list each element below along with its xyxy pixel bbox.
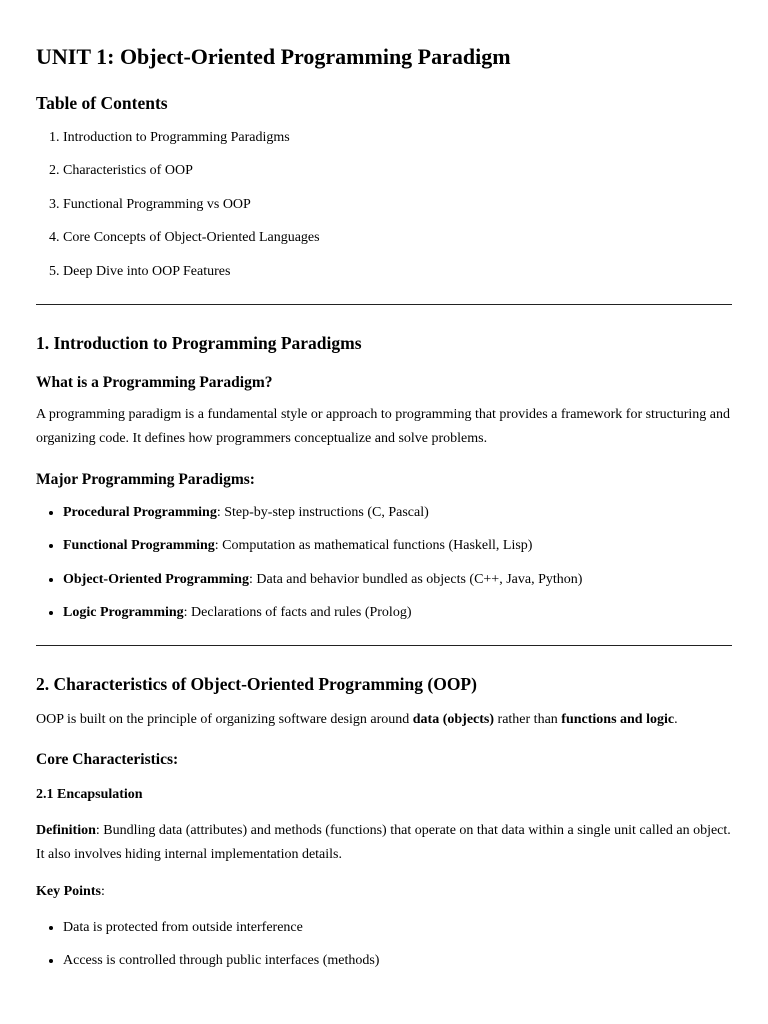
paradigm-term: Logic Programming	[63, 605, 184, 621]
section-2-heading: 2. Characteristics of Object-Oriented Programming (OOP)	[36, 674, 477, 695]
intro-text: .	[674, 712, 678, 728]
toc-list	[36, 128, 732, 282]
core-characteristics-heading: Core Characteristics:	[36, 751, 179, 769]
key-points-label	[36, 880, 732, 904]
paradigm-desc: : Computation as mathematical functions (Haskell, Lisp)	[214, 538, 533, 554]
paradigm-term: Procedural Programming	[63, 504, 217, 520]
intro-text: OOP is built on the principle of organizing software design around	[36, 712, 413, 728]
toc-heading: Table of Contents	[36, 93, 168, 113]
intro-text: rather than	[494, 712, 562, 728]
key-points-colon: :	[100, 884, 105, 900]
section-2-intro	[36, 708, 732, 732]
list-item	[63, 603, 732, 623]
page-title: UNIT 1: Object-Oriented Programming Paradigm	[36, 44, 511, 69]
paradigm-term: Object-Oriented Programming	[63, 571, 249, 587]
list-item: • Access is controlled through public interfaces (methods)	[63, 951, 732, 971]
key-points-label-text: Key Points	[36, 884, 101, 900]
section-divider	[36, 645, 732, 646]
section-1-paragraph: A programming paradigm is a fundamental style or approach to programming that provides a framework for structuring and organizing code. It defines how programmers conceptualize and solve problems.	[36, 406, 730, 446]
list-item	[63, 503, 732, 523]
list-item	[63, 570, 732, 590]
paradigms-heading: Major Programming Paradigms:	[36, 470, 255, 488]
encapsulation-heading: 2.1 Encapsulation	[36, 787, 143, 803]
paradigm-desc: : Declarations of facts and rules (Prolog)	[183, 605, 412, 621]
key-points-list	[36, 918, 732, 971]
intro-emphasis: data (objects)	[412, 712, 495, 728]
paradigm-term: Functional Programming	[63, 538, 215, 554]
list-item: • Data is protected from outside interference	[63, 918, 732, 938]
section-1-subheading: What is a Programming Paradigm?	[36, 373, 273, 391]
toc-item: 4. Core Concepts of Object-Oriented Languages	[63, 228, 732, 248]
intro-emphasis: functions and logic	[561, 712, 675, 728]
toc-item: 3. Functional Programming vs OOP	[63, 195, 732, 215]
toc-item: 2. Characteristics of OOP	[63, 161, 732, 181]
section-divider	[36, 304, 732, 305]
paradigm-desc: : Step-by-step instructions (C, Pascal)	[216, 504, 429, 520]
paradigm-desc: : Data and behavior bundled as objects (C++, Java, Python)	[248, 571, 583, 587]
definition-text: : Bundling data (attributes) and methods (functions) that operate on that data within a single unit called an object. It also involves hiding internal implementation details.	[36, 823, 731, 863]
toc-item: 1. Introduction to Programming Paradigms	[63, 128, 732, 148]
toc-item: 5. Deep Dive into OOP Features	[63, 262, 732, 282]
encapsulation-definition	[36, 819, 732, 867]
list-item	[63, 536, 732, 556]
section-1-heading: 1. Introduction to Programming Paradigms	[36, 332, 362, 353]
paradigm-list	[36, 503, 732, 623]
definition-label: Definition	[36, 823, 96, 839]
